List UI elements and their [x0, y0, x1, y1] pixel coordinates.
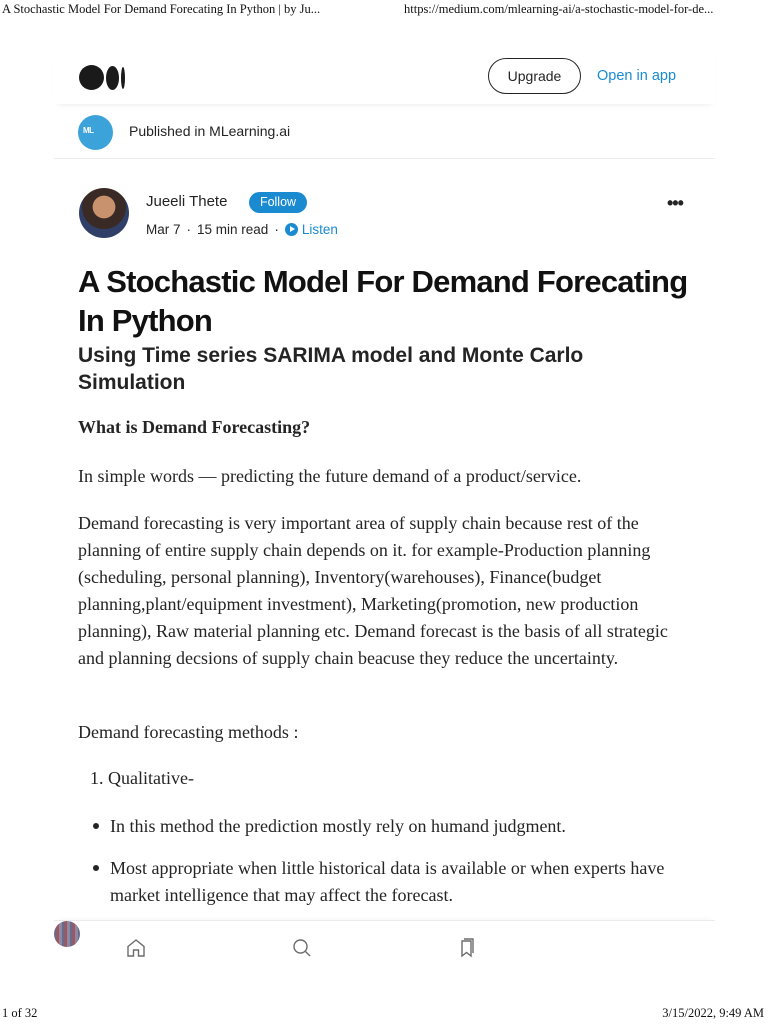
- follow-button[interactable]: Follow: [249, 192, 307, 213]
- paragraph-1: In simple words — predicting the future demand of a product/service.: [78, 466, 582, 486]
- top-bar: [54, 50, 715, 104]
- ordered-list-item: 1. Qualitative-: [90, 768, 194, 788]
- bullet-list-item: In this method the prediction mostly rely on humand judgment.: [110, 813, 700, 840]
- profile-avatar[interactable]: [54, 921, 80, 947]
- search-icon[interactable]: [290, 936, 314, 960]
- paragraph-3: Demand forecasting methods :: [78, 722, 299, 742]
- publish-date: Mar 7: [146, 222, 181, 237]
- print-datetime: 3/15/2022, 9:49 AM: [662, 1006, 764, 1020]
- print-footer: [0, 1002, 768, 1024]
- meta-separator: ·: [186, 222, 192, 237]
- author-avatar[interactable]: [79, 188, 129, 238]
- bullet-list-item: Most appropriate when little historical data is available or when experts have market intelligence that may affect the forecast.: [110, 855, 670, 909]
- published-in-label[interactable]: Published in MLearning.ai: [129, 123, 291, 139]
- upgrade-button[interactable]: Upgrade: [488, 58, 581, 94]
- bookmarks-icon[interactable]: [455, 936, 479, 960]
- bullet-dot: [93, 823, 99, 829]
- read-time: 15 min read: [197, 222, 269, 237]
- print-header: [0, 0, 768, 20]
- bottom-nav: [54, 920, 715, 974]
- bullet-dot: [93, 865, 99, 871]
- listen-button[interactable]: Listen: [285, 222, 338, 237]
- section-heading: What is Demand Forecasting?: [78, 417, 311, 437]
- meta-separator: ·: [274, 222, 279, 237]
- article-meta: [146, 221, 338, 237]
- print-page-number: 1 of 32: [2, 1006, 38, 1020]
- article-title: A Stochastic Model For Demand Forecating In Python: [78, 264, 688, 338]
- article-subtitle: Using Time series SARIMA model and Monte Carlo Simulation: [78, 344, 584, 394]
- open-in-app-link[interactable]: Open in app: [597, 68, 677, 84]
- play-icon: [285, 223, 298, 236]
- mlearning-logo-icon[interactable]: ML: [78, 115, 113, 150]
- author-name[interactable]: Jueeli Thete: [146, 193, 228, 210]
- publication-row: [54, 104, 715, 159]
- paragraph-2: Demand forecasting is very important area of supply chain because rest of the planning of entire supply chain depends on it. for example-Production planning (scheduling, personal planning), Inventory(warehouses), Finance(budget planning,plant/equipment investment), Marketing(promotion, new production planning), Raw material planning etc. Demand forecast is the basis of all strategic and planning decsions of supply chain beacuse they reduce the uncertainty.: [78, 513, 668, 668]
- print-page-url: https://medium.com/mlearning-ai/a-stochastic-model-for-de...: [404, 2, 714, 16]
- more-horizontal-icon[interactable]: •••: [667, 193, 683, 213]
- medium-logo-icon[interactable]: [79, 65, 127, 91]
- home-icon[interactable]: [124, 936, 148, 960]
- print-page-title: A Stochastic Model For Demand Forecating In Python | by Ju...: [2, 2, 321, 16]
